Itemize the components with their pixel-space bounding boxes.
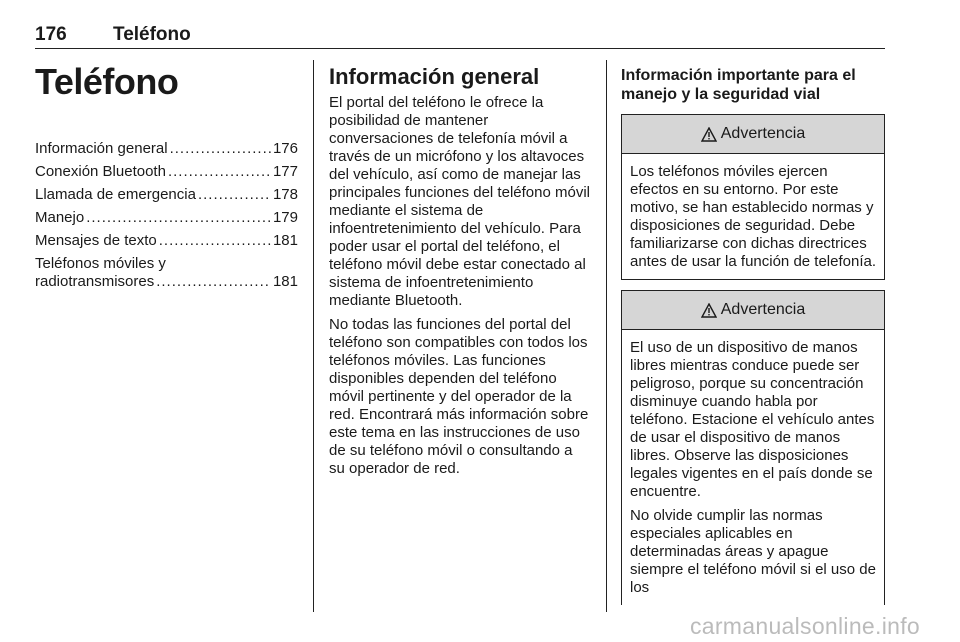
safety-column (621, 66, 885, 605)
toc-leader-dots (168, 163, 271, 181)
page-number: 176 (35, 24, 67, 45)
table-of-contents (35, 140, 298, 291)
toc-item[interactable] (35, 255, 298, 291)
toc-item[interactable] (35, 186, 298, 204)
warning-text: El uso de un dispositivo de manos libres mientras conduce puede ser peligroso, porque su concentración disminuye cuando habla por teléfono. Estacione el vehículo antes de usar el dispositivo de manos libres. Observe las disposiciones legales vigentes en el país donde se encuentre. (630, 339, 875, 500)
chapter-title: Teléfono (35, 61, 179, 102)
warning-box-header (622, 291, 884, 330)
toc-item-page: 177 (272, 163, 298, 180)
general-info-column (329, 64, 591, 484)
toc-item[interactable] (35, 209, 298, 227)
warning-text: Los teléfonos móviles ejercen efectos en su entorno. Por este motivo, se han establecido normas y disposiciones de seguridad. Debe familiarizarse con dichas directrices antes de usar la función de telefonía. (630, 163, 877, 270)
body-paragraph: El portal del teléfono le ofrece la posibilidad de mantener conversaciones de telefonía móvil a través de un micrófono y los altavoces del vehículo, así como de manejar las principales funciones del teléfono móvil mediante el sistema de infoentretenimiento del vehículo. Para poder usar el portal del teléfono, el teléfono móvil debe estar conectado al sistema de infoentretenimiento mediante Bluetooth. (329, 94, 590, 309)
chapter-column (35, 60, 298, 296)
toc-item-label: Información general (35, 140, 168, 157)
section-heading: Información general (329, 64, 540, 89)
toc-item[interactable] (35, 232, 298, 250)
page-header (35, 24, 885, 49)
toc-leader-dots (159, 232, 271, 250)
toc-item-page: 176 (272, 140, 298, 157)
running-header-title: Teléfono (113, 24, 191, 45)
toc-item-label: radiotransmisores (35, 273, 155, 290)
column-divider (313, 60, 314, 612)
warning-box (621, 114, 885, 280)
toc-item-label: Llamada de emergencia (35, 186, 196, 203)
toc-item-page: 178 (272, 186, 298, 203)
warning-box-header (622, 115, 884, 154)
toc-item-label-line1: Teléfonos móviles y (35, 255, 166, 272)
warning-box-body (622, 330, 884, 605)
subsection-heading: Información importante para el manejo y la seguridad vial (621, 67, 856, 103)
toc-item-page: 181 (272, 273, 298, 290)
toc-item[interactable] (35, 140, 298, 158)
toc-item-label: Manejo (35, 209, 85, 226)
toc-item-label: Conexión Bluetooth (35, 163, 166, 180)
toc-item[interactable] (35, 163, 298, 181)
toc-leader-dots (198, 186, 271, 204)
warning-box-body (622, 154, 884, 279)
warning-title: Advertencia (720, 301, 806, 318)
toc-leader-dots (170, 140, 271, 158)
toc-item-page: 179 (272, 209, 298, 226)
warning-triangle-icon (701, 127, 717, 142)
toc-item-page: 181 (272, 232, 298, 249)
column-divider (606, 60, 607, 612)
warning-triangle-icon (701, 303, 717, 318)
body-paragraph: No todas las funciones del portal del teléfono son compatibles con todos los teléfonos móviles. Las funciones disponibles dependen del teléfono móvil pertinente y del operador de la red. Encontrará más información sobre este tema en las instrucciones de uso de su teléfono móvil o consultando a su operador de red. (329, 316, 589, 477)
toc-leader-dots (86, 209, 271, 227)
toc-item-label: Mensajes de texto (35, 232, 157, 249)
warning-title: Advertencia (720, 125, 806, 142)
site-watermark: carmanualsonline.info (689, 613, 920, 639)
warning-text: No olvide cumplir las normas especiales aplicables en determinadas áreas y apague siempre el teléfono móvil si el uso de los (630, 507, 876, 596)
toc-leader-dots (156, 273, 271, 291)
warning-box (621, 290, 885, 605)
